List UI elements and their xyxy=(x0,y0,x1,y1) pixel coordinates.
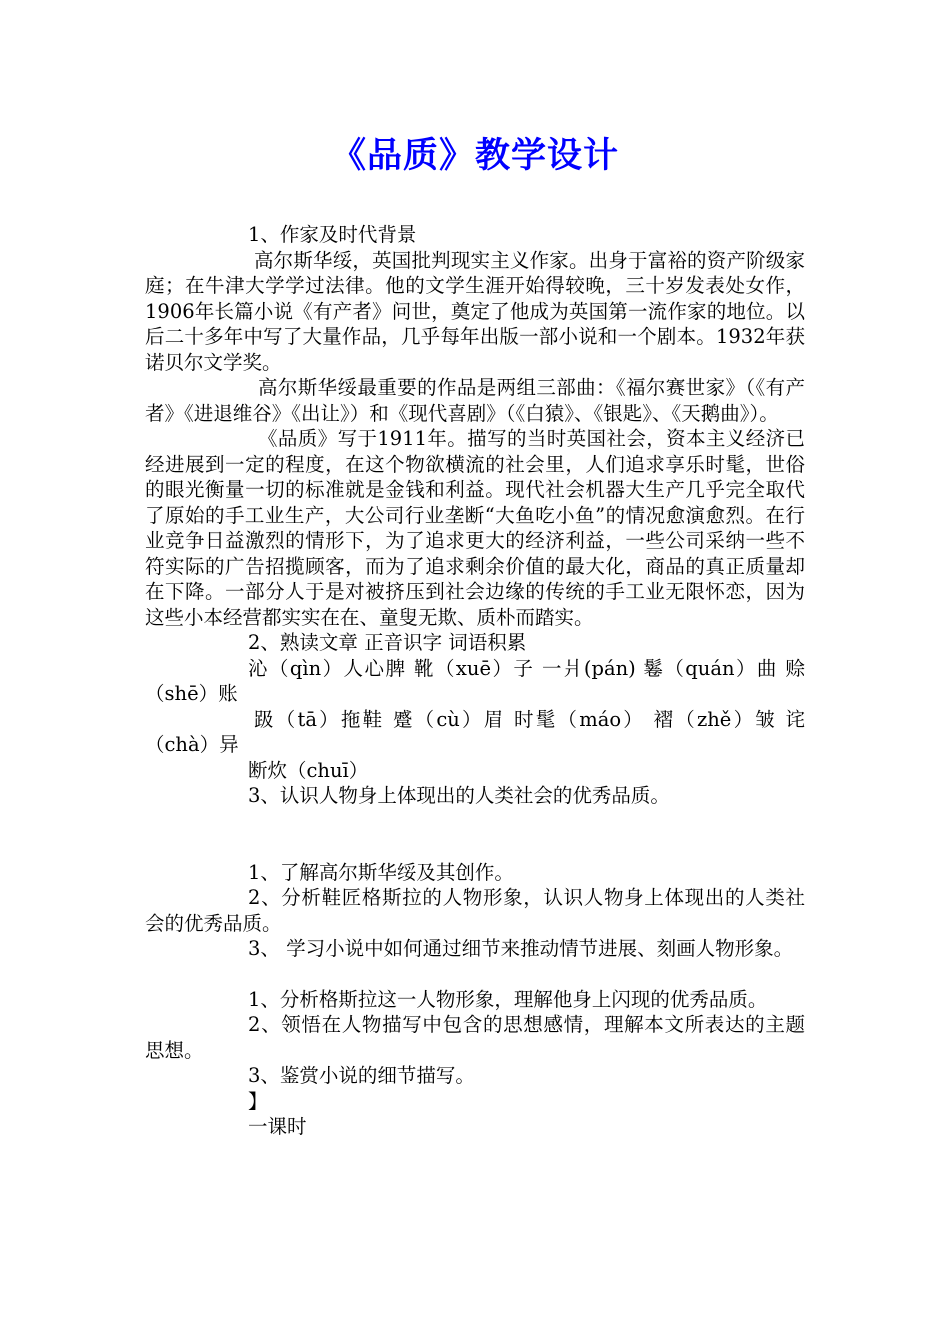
vocab-line: 趿（tā）拖鞋 蹙（cù）眉 时髦（máo） 褶（zhě）皱 诧（chà）异 xyxy=(145,707,805,756)
objective-item: 3、 学习小说中如何通过细节来推动情节进展、刻画人物形象。 xyxy=(248,937,794,960)
body-paragraph: 高尔斯华绥最重要的作品是两组三部曲：《福尔赛世家》（《有产者》《进退维谷》《出让》）和《现代喜剧》（《白猿》、《银匙》、《天鹅曲》）。 xyxy=(145,376,805,425)
section-heading: 3、认识人物身上体现出的人类社会的优秀品质。 xyxy=(248,784,670,807)
focus-item: 2、领悟在人物描写中包含的思想感情，理解本文所表达的主题思想。 xyxy=(145,1013,805,1062)
document-title: 《品质》教学设计 xyxy=(330,136,619,176)
vocab-line: 沁（qìn）人心脾 靴（xuē）子 一爿(pán) 鬈（quán）曲 赊（shē）账 xyxy=(145,656,805,705)
focus-item: 3、鉴赏小说的细节描写。 xyxy=(248,1064,475,1087)
objective-item: 1、了解高尔斯华绥及其创作。 xyxy=(248,860,514,884)
section-heading: 2、熟读文章 正音识字 词语积累 xyxy=(248,631,527,654)
objective-item: 2、分析鞋匠格斯拉的人物形象，认识人物身上体现出的人类社会的优秀品质。 xyxy=(145,886,805,935)
section-heading: 1、作家及时代背景 xyxy=(248,223,417,246)
document-body xyxy=(145,222,805,1140)
spacer xyxy=(145,809,805,860)
vocab-line: 断炊（chuī） xyxy=(248,758,369,782)
class-hours: 一课时 xyxy=(248,1115,307,1138)
body-paragraph: 《品质》写于1911年。描写的当时英国社会，资本主义经济已经进展到一定的程度，在这个物欲横流的社会里，人们追求享乐时髦，世俗的眼光衡量一切的标准就是金钱和利益。现代社会机器大生产几乎完全取代了原始的手工业生产，大公司行业垄断“大鱼吃小鱼”的情况愈演愈烈。在行业竞争日益激烈的情形下，为了追求更大的经济利益，一些公司采纳一些不符实际的广告招揽顾客，而为了追求剩余价值的最大化，商品的真正质量却在下降。一部分人于是对被挤压到社会边缘的传统的手工业无限怀恋，因为这些小本经营都实实在在、童叟无欺、质朴而踏实。 xyxy=(145,427,805,629)
focus-item: 1、分析格斯拉这一人物形象，理解他身上闪现的优秀品质。 xyxy=(248,987,768,1011)
bracket-mark: 】 xyxy=(248,1089,268,1113)
spacer xyxy=(145,962,805,987)
body-paragraph: 高尔斯华绥，英国批判现实主义作家。出身于富裕的资产阶级家庭；在牛津大学学过法律。他的文学生涯开始得较晚，三十岁发表处女作，1906年长篇小说《有产者》问世，奠定了他成为英国第一流作家的地位。以后二十多年中写了大量作品，几乎每年出版一部小说和一个剧本。1932年获诺贝尔文学奖。 xyxy=(145,248,805,374)
